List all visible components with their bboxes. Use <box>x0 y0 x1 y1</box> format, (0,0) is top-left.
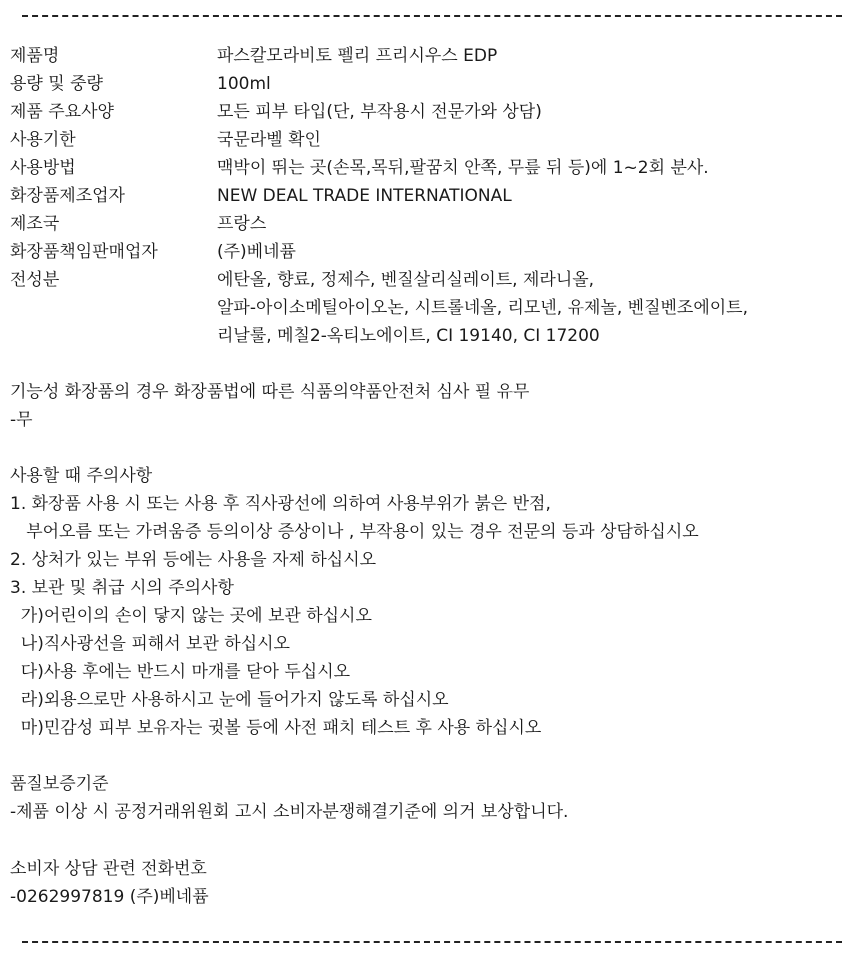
spec-value <box>217 266 840 350</box>
spec-row-main-spec <box>10 98 840 126</box>
spec-label: 화장품제조업자 <box>10 186 125 206</box>
spec-row-volume <box>10 70 840 98</box>
spec-value-line: 프랑스 <box>217 214 267 234</box>
spec-value-line: 알파-아이소메틸아이오논, 시트롤네올, 리모넨, 유제놀, 벤질벤조에이트, <box>217 298 749 318</box>
spec-value-line: NEW DEAL TRADE INTERNATIONAL <box>217 186 512 206</box>
section-text: -제품 이상 시 공정거래위원회 고시 소비자분쟁해결기준에 의거 보상합니다. <box>10 802 569 822</box>
top-dashed-divider <box>22 15 842 17</box>
caution-line: 1. 화장품 사용 시 또는 사용 후 직사광선에 의하여 사용부위가 붉은 반점, <box>10 494 551 514</box>
spec-label: 제품명 <box>10 46 60 66</box>
section-title: 기능성 화장품의 경우 화장품법에 따른 식품의약품안전처 심사 필 유무 <box>10 382 530 402</box>
spec-value-line: 리날룰, 메칠2-옥티노에이트, CI 19140, CI 17200 <box>217 326 600 346</box>
caution-line: 부어오름 또는 가려움증 등의이상 증상이나 , 부작용이 있는 경우 전문의 등과 상담하십시오 <box>10 522 699 542</box>
section-title: 소비자 상담 관련 전화번호 <box>10 859 207 879</box>
spec-value <box>217 154 840 182</box>
spec-value-line: (주)베네퓸 <box>217 242 296 262</box>
consumer-contact-section <box>10 855 840 911</box>
caution-line: 라)외용으로만 사용하시고 눈에 들어가지 않도록 하십시오 <box>10 690 449 710</box>
spec-row-ingredients <box>10 266 840 350</box>
caution-line: 다)사용 후에는 반드시 마개를 닫아 두십시오 <box>10 662 351 682</box>
caution-line: 3. 보관 및 취급 시의 주의사항 <box>10 578 234 598</box>
caution-line: 마)민감성 피부 보유자는 귓볼 등에 사전 패치 테스트 후 사용 하십시오 <box>10 718 542 738</box>
caution-line: 2. 상처가 있는 부위 등에는 사용을 자제 하십시오 <box>10 550 377 570</box>
product-spec-table <box>10 42 840 350</box>
spec-value <box>217 210 840 238</box>
spec-label: 사용방법 <box>10 158 76 178</box>
spec-label: 제품 주요사양 <box>10 102 114 122</box>
spec-row-manufacturer <box>10 182 840 210</box>
spec-value-line: 모든 피부 타입(단, 부작용시 전문가와 상담) <box>217 102 542 122</box>
spec-value-line: 파스칼모라비토 펠리 프리시우스 EDP <box>217 46 498 66</box>
spec-label: 화장품책임판매업자 <box>10 242 158 262</box>
spec-value-line: 맥박이 뛰는 곳(손목,목뒤,팔꿈치 안쪽, 무릎 뒤 등)에 1~2회 분사. <box>217 158 709 178</box>
spec-row-seller <box>10 238 840 266</box>
section-text: -0262997819 (주)베네퓸 <box>10 887 209 907</box>
caution-line: 가)어린이의 손이 닿지 않는 곳에 보관 하십시오 <box>10 606 372 626</box>
section-title: 품질보증기준 <box>10 774 109 794</box>
spec-row-usage <box>10 154 840 182</box>
spec-label: 사용기한 <box>10 130 76 150</box>
spec-value-line: 100ml <box>217 74 271 94</box>
spec-value <box>217 98 840 126</box>
spec-row-country <box>10 210 840 238</box>
usage-caution-section <box>10 462 840 742</box>
spec-value <box>217 42 840 70</box>
spec-value <box>217 126 840 154</box>
spec-value <box>217 182 840 210</box>
spec-row-product-name <box>10 42 840 70</box>
spec-value <box>217 238 840 266</box>
bottom-dashed-divider <box>22 941 842 943</box>
quality-guarantee-section <box>10 770 840 826</box>
section-title: 사용할 때 주의사항 <box>10 466 153 486</box>
spec-label: 용량 및 중량 <box>10 74 103 94</box>
functional-cosmetics-section <box>10 378 840 434</box>
spec-value-line: 에탄올, 향료, 정제수, 벤질살리실레이트, 제라니올, <box>217 270 595 290</box>
spec-row-expiry <box>10 126 840 154</box>
spec-label: 제조국 <box>10 214 60 234</box>
spec-label: 전성분 <box>10 270 60 290</box>
spec-value <box>217 70 840 98</box>
caution-line: 나)직사광선을 피해서 보관 하십시오 <box>10 634 290 654</box>
spec-value-line: 국문라벨 확인 <box>217 130 321 150</box>
section-text: -무 <box>10 410 33 430</box>
